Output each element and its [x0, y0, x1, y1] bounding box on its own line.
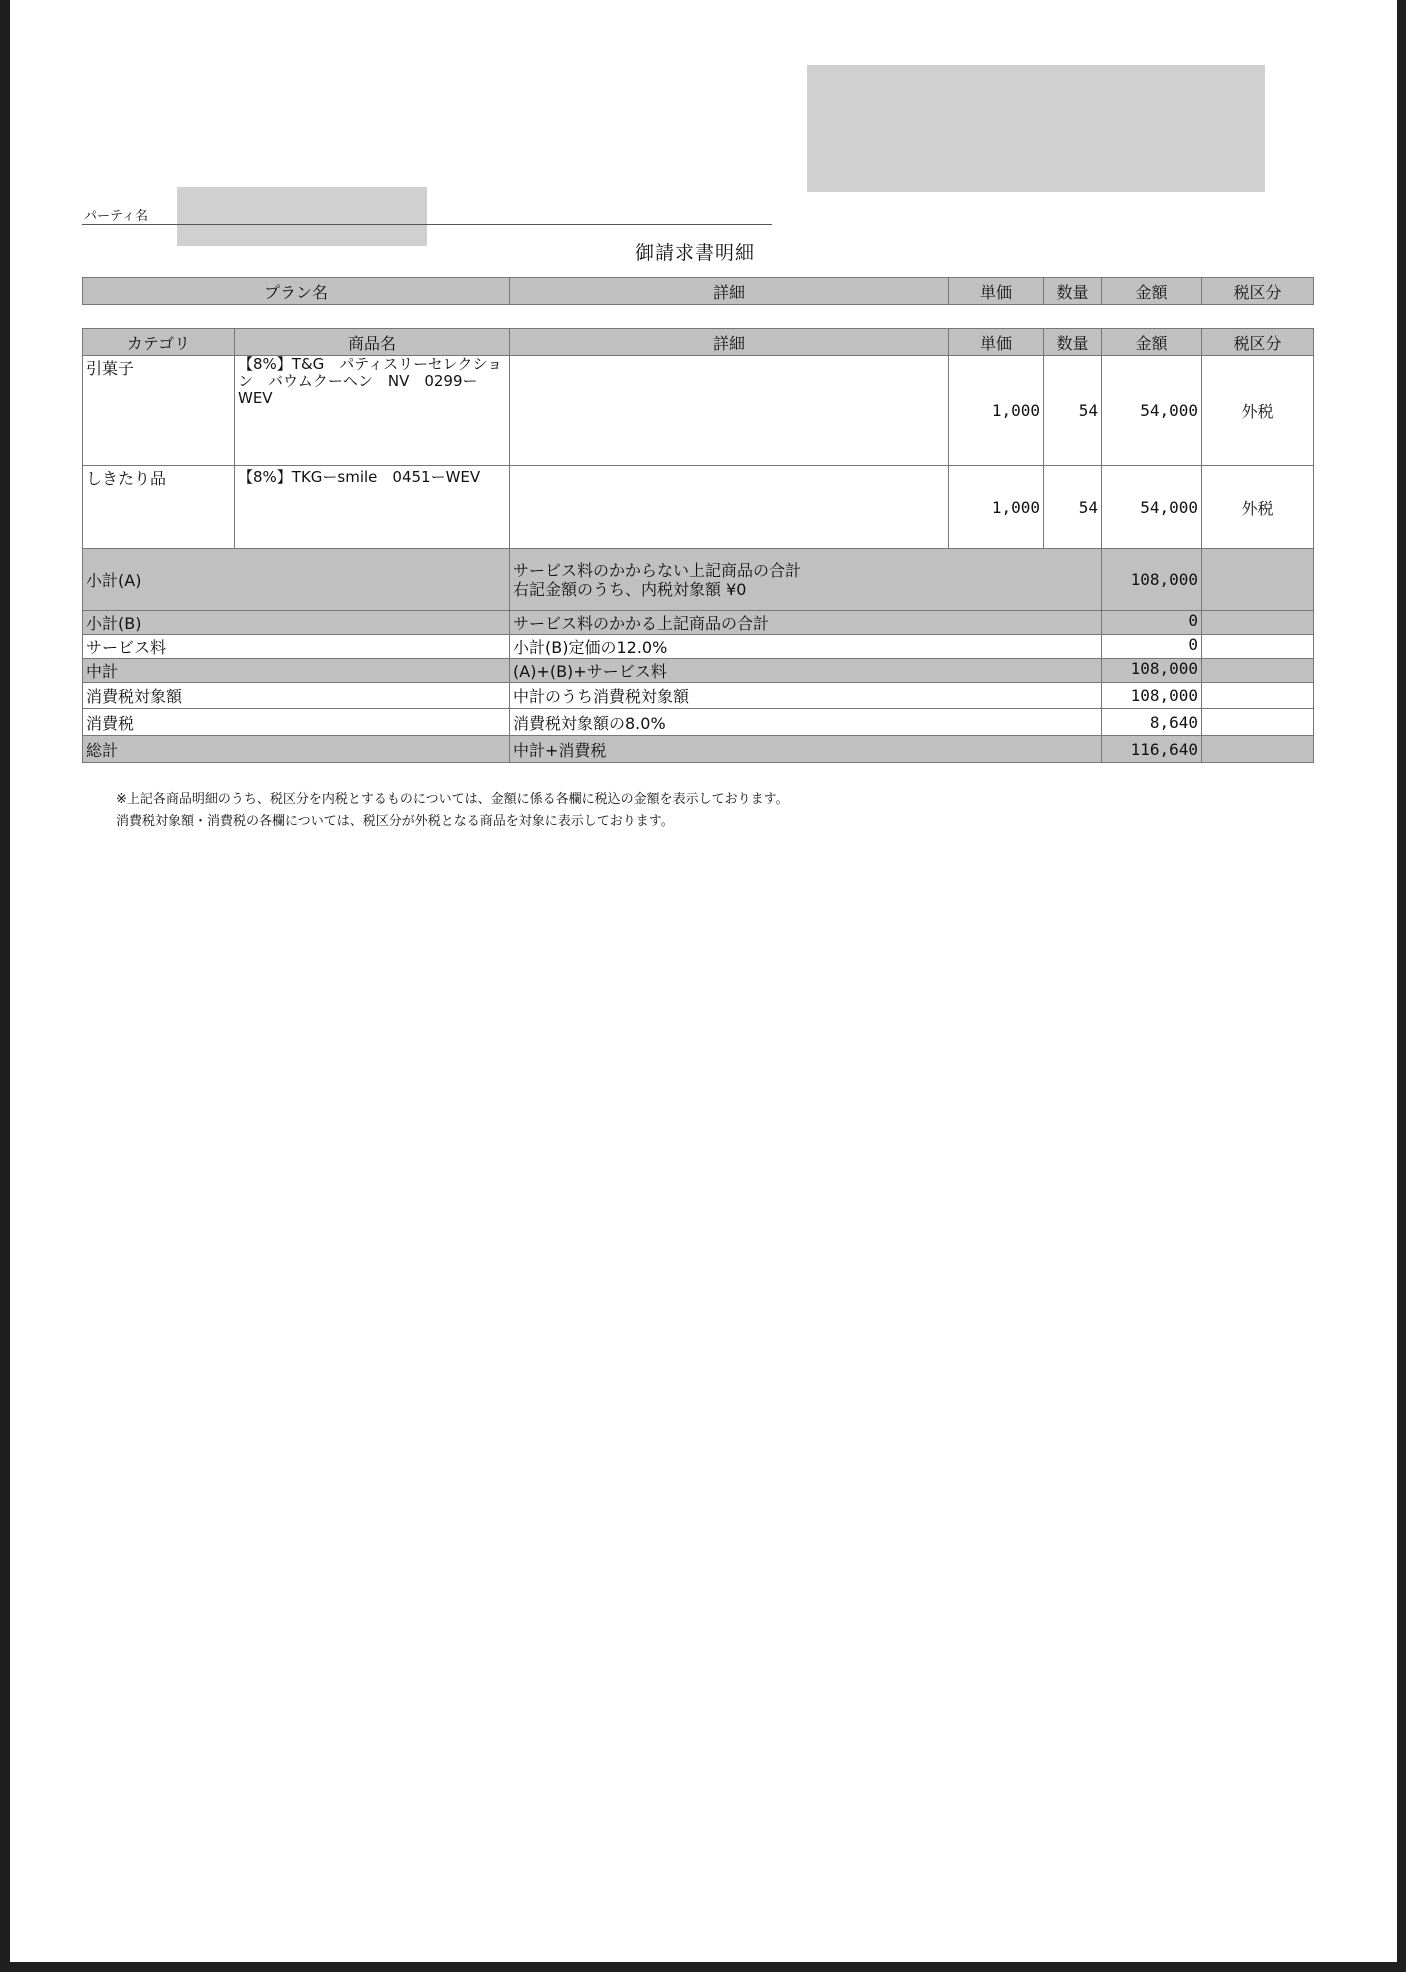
- invoice-page: [10, 0, 1397, 1962]
- taxable-amount-label: 消費税対象額: [83, 683, 510, 709]
- col-tax-type: 税区分: [1202, 278, 1314, 305]
- col-amount: 金額: [1102, 329, 1202, 356]
- col-plan-name: プラン名: [83, 278, 510, 305]
- service-charge-row: [83, 635, 1314, 659]
- blank-cell: [1202, 611, 1314, 635]
- table-row: [83, 466, 1314, 549]
- subtotal-a-amount: 108,000: [1102, 549, 1202, 611]
- blank-cell: [1202, 736, 1314, 763]
- blank-cell: [1202, 709, 1314, 736]
- subtotal-a-desc-line2: 右記金額のうち、内税対象額 ¥0: [513, 579, 747, 599]
- redacted-address-block: [807, 65, 1265, 192]
- col-product-name: 商品名: [235, 329, 510, 356]
- table-row: [83, 356, 1314, 466]
- category-cell: しきたり品: [83, 466, 235, 549]
- taxable-amount-value: 108,000: [1102, 683, 1202, 709]
- subtotal-a-label: 小計(A): [83, 549, 510, 611]
- plan-table-header: [83, 278, 1314, 305]
- blank-cell: [1202, 683, 1314, 709]
- amount-cell: 54,000: [1102, 356, 1202, 466]
- tax-type-cell: 外税: [1202, 466, 1314, 549]
- midtotal-description: (A)+(B)+サービス料: [510, 659, 1102, 683]
- redacted-party-name: [177, 187, 427, 246]
- subtotal-b-amount: 0: [1102, 611, 1202, 635]
- footnote-1: ※上記各商品明細のうち、税区分を内税とするものについては、金額に係る各欄に税込の金額を表示しております。: [116, 792, 789, 807]
- category-cell: 引菓子: [83, 356, 235, 466]
- plan-table: [82, 277, 1314, 305]
- subtotal-a-desc-line1: サービス料のかからない上記商品の合計: [513, 560, 802, 580]
- unit-price-cell: 1,000: [949, 356, 1044, 466]
- col-amount: 金額: [1102, 278, 1202, 305]
- service-charge-amount: 0: [1102, 635, 1202, 659]
- blank-cell: [1202, 635, 1314, 659]
- col-detail: 詳細: [510, 278, 949, 305]
- col-category: カテゴリ: [83, 329, 235, 356]
- grand-total-row: [83, 736, 1314, 763]
- taxable-amount-row: [83, 683, 1314, 709]
- unit-price-cell: 1,000: [949, 466, 1044, 549]
- blank-cell: [1202, 659, 1314, 683]
- midtotal-row: [83, 659, 1314, 683]
- product-cell: 【8%】TKGーsmile 0451ーWEV: [235, 466, 510, 549]
- party-name-label: パーティ名: [84, 209, 148, 224]
- amount-cell: 54,000: [1102, 466, 1202, 549]
- quantity-cell: 54: [1044, 466, 1102, 549]
- items-table-header: [83, 329, 1314, 356]
- col-detail: 詳細: [510, 329, 949, 356]
- consumption-tax-row: [83, 709, 1314, 736]
- party-name-underline: [82, 224, 772, 225]
- consumption-tax-amount: 8,640: [1102, 709, 1202, 736]
- consumption-tax-label: 消費税: [83, 709, 510, 736]
- detail-cell: [510, 356, 949, 466]
- subtotal-a-description: [510, 549, 1102, 611]
- col-unit-price: 単価: [949, 278, 1044, 305]
- col-quantity: 数量: [1044, 278, 1102, 305]
- subtotal-a-row: [83, 549, 1314, 611]
- consumption-tax-description: 消費税対象額の8.0%: [510, 709, 1102, 736]
- tax-type-cell: 外税: [1202, 356, 1314, 466]
- grand-total-amount: 116,640: [1102, 736, 1202, 763]
- service-charge-label: サービス料: [83, 635, 510, 659]
- quantity-cell: 54: [1044, 356, 1102, 466]
- col-unit-price: 単価: [949, 329, 1044, 356]
- grand-total-description: 中計+消費税: [510, 736, 1102, 763]
- subtotal-b-label: 小計(B): [83, 611, 510, 635]
- subtotal-b-description: サービス料のかかる上記商品の合計: [510, 611, 1102, 635]
- document-title: 御請求書明細: [635, 242, 756, 264]
- items-table: [82, 328, 1314, 763]
- grand-total-label: 総計: [83, 736, 510, 763]
- product-cell: 【8%】T&G パティスリーセレクション バウムクーヘン NV 0299ーWEV: [235, 356, 510, 466]
- midtotal-label: 中計: [83, 659, 510, 683]
- col-tax-type: 税区分: [1202, 329, 1314, 356]
- footnote-2: 消費税対象額・消費税の各欄については、税区分が外税となる商品を対象に表示しております。: [116, 814, 674, 829]
- taxable-amount-description: 中計のうち消費税対象額: [510, 683, 1102, 709]
- col-quantity: 数量: [1044, 329, 1102, 356]
- service-charge-description: 小計(B)定価の12.0%: [510, 635, 1102, 659]
- blank-cell: [1202, 549, 1314, 611]
- midtotal-amount: 108,000: [1102, 659, 1202, 683]
- detail-cell: [510, 466, 949, 549]
- subtotal-b-row: [83, 611, 1314, 635]
